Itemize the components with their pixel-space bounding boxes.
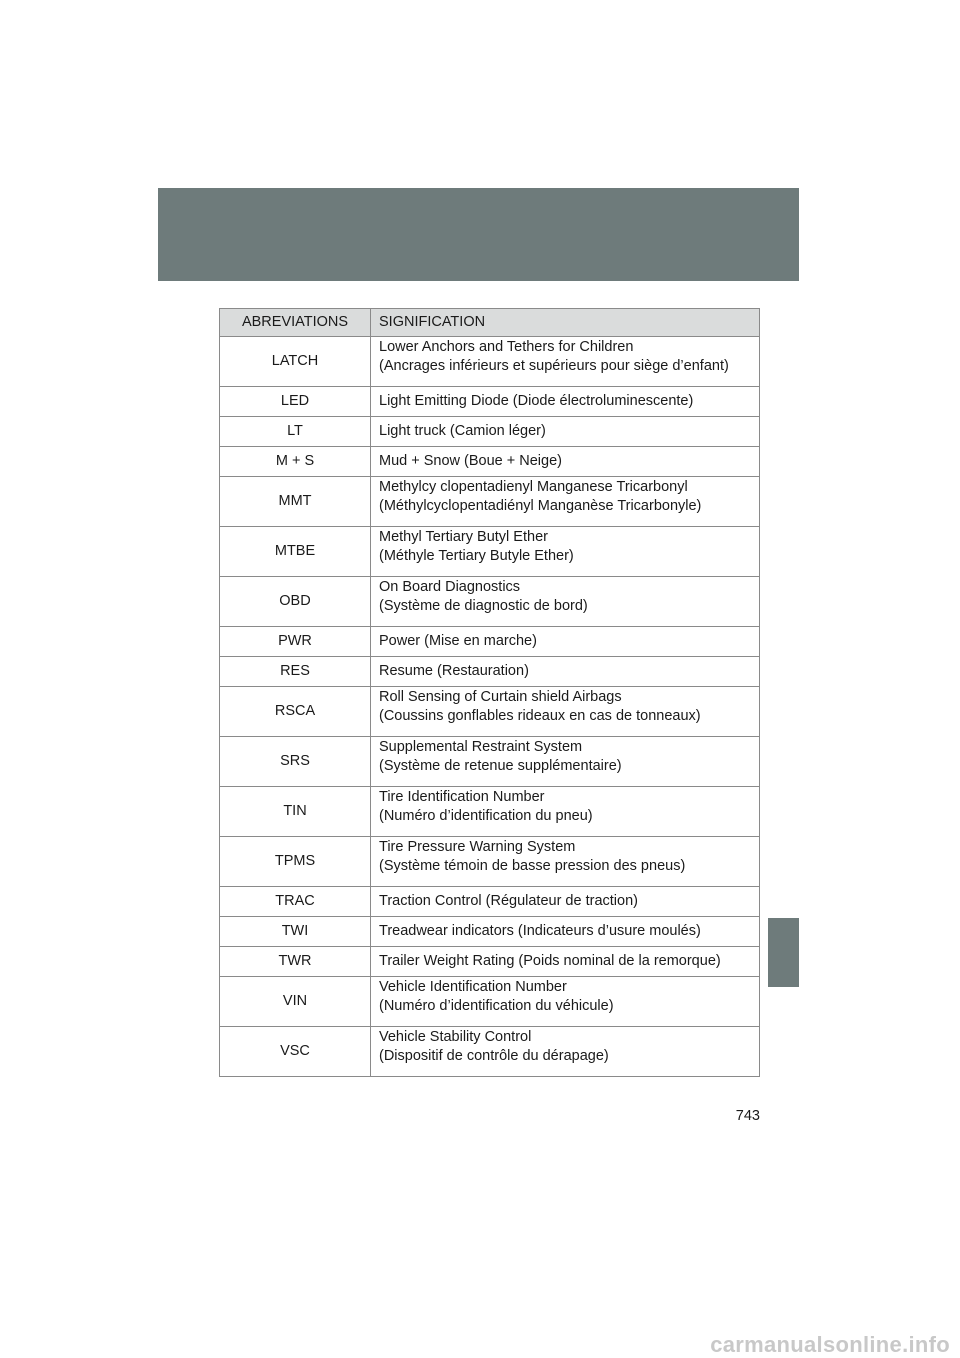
page-number: 743 — [735, 1108, 760, 1124]
table-row — [220, 887, 760, 917]
definition-cell — [371, 837, 760, 887]
table-row — [220, 657, 760, 687]
table-row — [220, 737, 760, 787]
definition-cell — [371, 1027, 760, 1077]
table-row — [220, 787, 760, 837]
table-row — [220, 477, 760, 527]
definition-line: (Numéro d’identification du pneu) — [379, 808, 593, 824]
abbreviation-cell: TWR — [220, 947, 371, 977]
definition-line: Resume (Restauration) — [379, 663, 529, 679]
table-row — [220, 1027, 760, 1077]
table-row — [220, 527, 760, 577]
definition-line: Methylcy clopentadienyl Manganese Tricarbonyl — [379, 479, 688, 495]
column-header-abbreviations: ABREVIATIONS — [220, 309, 371, 337]
definition-line: (Méthyle Tertiary Butyle Ether) — [379, 548, 574, 564]
abbreviation-cell: LT — [220, 417, 371, 447]
definition-line: (Système de retenue supplémentaire) — [379, 758, 622, 774]
definition-line: Supplemental Restraint System — [379, 739, 583, 755]
definition-line: Tire Identification Number — [379, 789, 545, 805]
definition-line: Light truck (Camion léger) — [379, 423, 546, 439]
column-header-signification: SIGNIFICATION — [371, 309, 760, 337]
table-row — [220, 447, 760, 477]
definition-line: Trailer Weight Rating (Poids nominal de la remorque) — [379, 953, 721, 969]
table-row — [220, 337, 760, 387]
abbreviation-cell: OBD — [220, 577, 371, 627]
definition-cell — [371, 737, 760, 787]
definition-line: (Système témoin de basse pression des pneus) — [379, 858, 686, 874]
table-body — [220, 337, 760, 1077]
definition-cell — [371, 447, 760, 477]
table-header-row — [220, 309, 760, 337]
definition-line: (Ancrages inférieurs et supérieurs pour siège d’enfant) — [379, 358, 729, 374]
table-row — [220, 627, 760, 657]
table-row — [220, 977, 760, 1027]
definition-line: Vehicle Identification Number — [379, 979, 567, 995]
definition-line: Treadwear indicators (Indicateurs d’usure moulés) — [379, 923, 701, 939]
definition-line: Light Emitting Diode (Diode électroluminescente) — [379, 393, 694, 409]
abbreviation-cell: VSC — [220, 1027, 371, 1077]
definition-cell — [371, 947, 760, 977]
definition-line: Tire Pressure Warning System — [379, 839, 576, 855]
abbreviation-cell: RSCA — [220, 687, 371, 737]
definition-cell — [371, 627, 760, 657]
definition-cell — [371, 977, 760, 1027]
abbreviation-cell: VIN — [220, 977, 371, 1027]
table-row — [220, 947, 760, 977]
definition-cell — [371, 527, 760, 577]
definition-line: On Board Diagnostics — [379, 579, 521, 595]
definition-cell — [371, 387, 760, 417]
table-row — [220, 917, 760, 947]
definition-cell — [371, 787, 760, 837]
definition-cell — [371, 337, 760, 387]
definition-line: Mud + Snow (Boue + Neige) — [379, 453, 562, 469]
chapter-side-tab — [768, 918, 799, 987]
definition-line: Power (Mise en marche) — [379, 633, 537, 649]
definition-line: (Numéro d’identification du véhicule) — [379, 998, 614, 1014]
abbreviation-cell: TWI — [220, 917, 371, 947]
table-row — [220, 837, 760, 887]
definition-line: Methyl Tertiary Butyl Ether — [379, 529, 548, 545]
definition-line: Vehicle Stability Control — [379, 1029, 532, 1045]
definition-line: (Dispositif de contrôle du dérapage) — [379, 1048, 609, 1064]
abbreviation-cell: TRAC — [220, 887, 371, 917]
abbreviation-cell: TIN — [220, 787, 371, 837]
definition-cell — [371, 887, 760, 917]
chapter-header-band — [158, 188, 799, 281]
definition-cell — [371, 577, 760, 627]
definition-line: (Coussins gonflables rideaux en cas de tonneaux) — [379, 708, 701, 724]
abbreviation-cell: PWR — [220, 627, 371, 657]
definition-line: (Méthylcyclopentadiényl Manganèse Tricarbonyle) — [379, 498, 702, 514]
abbreviations-table — [219, 308, 760, 1077]
abbreviation-cell: LED — [220, 387, 371, 417]
watermark: carmanualsonline.info — [710, 1332, 950, 1357]
definition-line: Traction Control (Régulateur de traction) — [379, 893, 638, 909]
definition-cell — [371, 687, 760, 737]
table-row — [220, 687, 760, 737]
abbreviation-cell: M + S — [220, 447, 371, 477]
table-row — [220, 387, 760, 417]
definition-line: Lower Anchors and Tethers for Children — [379, 339, 634, 355]
abbreviation-cell: RES — [220, 657, 371, 687]
abbreviation-cell: LATCH — [220, 337, 371, 387]
definition-cell — [371, 917, 760, 947]
abbreviation-cell: MTBE — [220, 527, 371, 577]
definition-line: (Système de diagnostic de bord) — [379, 598, 588, 614]
definition-cell — [371, 657, 760, 687]
abbreviation-cell: SRS — [220, 737, 371, 787]
definition-line: Roll Sensing of Curtain shield Airbags — [379, 689, 622, 705]
abbreviation-cell: TPMS — [220, 837, 371, 887]
table-row — [220, 577, 760, 627]
definition-cell — [371, 417, 760, 447]
definition-cell — [371, 477, 760, 527]
table-row — [220, 417, 760, 447]
abbreviation-cell: MMT — [220, 477, 371, 527]
